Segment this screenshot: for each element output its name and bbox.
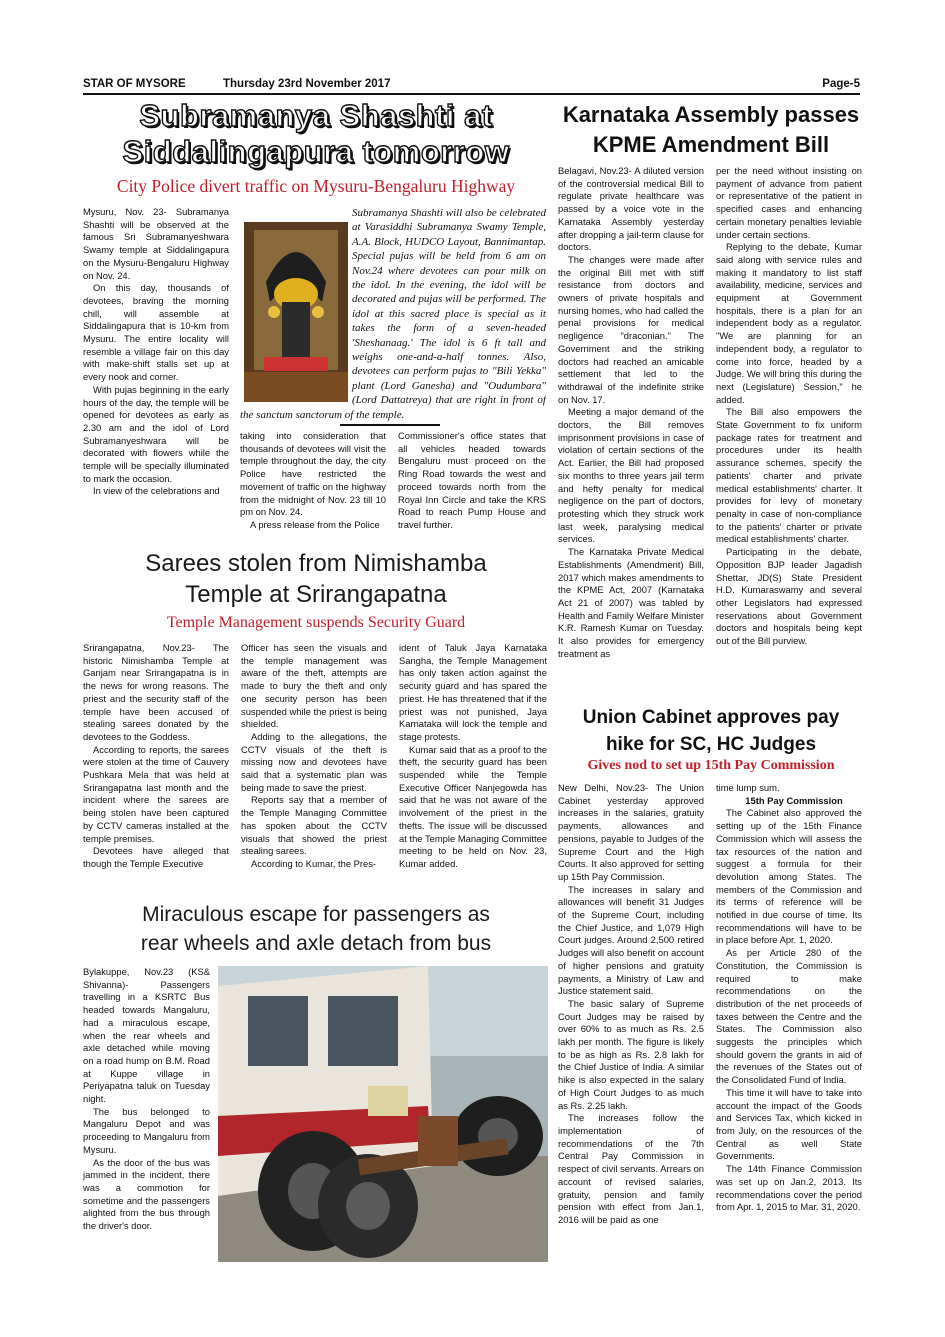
story2-headline-line1: Karnataka Assembly passes (562, 102, 860, 127)
story2-headline-line2: KPME Amendment Bill (592, 132, 830, 157)
story1-headline (83, 98, 549, 170)
paragraph: The Bill also empowers the State Government to fix uniform package rates for treatment and procedures under its health assurance schemes, specify the patients' charter and private medical establishments' charter. It provides for levy of monetary penalty in case of non-compliance to the patients' charter or private medical establishments' charter. (716, 406, 862, 545)
paragraph: Commissioner's office states that all vehicles headed towards Bengaluru must proceed on the Ring Road towards the west and proceed towards north from the Royal Inn Circle and take the KRS Road to reach Pump House and travel further. (398, 430, 546, 530)
boxout-paragraph: Subramanya Shashti will also be celebrated at Varasiddhi Subramanya Swamy Temple, A.A. Block, HUDCO Layout, Bannimantap. Special pujas will be held from 6 am on Nov.24 where devotees can pour milk on the idol. In the evening, the idol will be decorated and pujas will be performed. The idol at this sacred place is special as it takes the form of a seven-headed 'Sheshanaag.' The idol is 6 ft tall and weighs one-and-a-half tonnes. Also, devotees can perform pujas to "Bili Yekka" plant (Lord Ganesha) and "Oudumbara" (Lord Dattatreya) that are right in front of the sanctum sanctorum of the temple. (240, 207, 546, 421)
paragraph: Adding to the allegations, the CCTV visuals of the theft is missing now and devotees have said that a systematic plan was being made to save the priest. (241, 730, 387, 793)
story5-headline (83, 900, 549, 958)
paragraph: Mysuru, Nov. 23- Subramanya Shashti will be observed at the famous Sri Subramanyeshwara Swamy temple at Siddalingapura on the Mysuru-Bengaluru Highway on Nov. 24. (83, 206, 229, 281)
story5-col1 (83, 966, 210, 1266)
bus-photo-icon (218, 966, 548, 1262)
paragraph: New Delhi, Nov.23- The Union Cabinet yesterday approved increases in the salaries, gratuity payments, allowances and pensions, payable to Judges of the Supreme Court and the High Courts. It also approved for setting up 15th Pay Commission. (558, 782, 704, 882)
paragraph: With pujas beginning in the early hours of the day, the temple will be opened for devotees as early as 2.30 am and the idol of Lord Subramanyeshwara will be decorated with flowers while the temple will be specially illuminated to mark the occasion. (83, 383, 229, 484)
story4-col2 (716, 782, 862, 1262)
paragraph: Srirangapatna, Nov.23- The historic Nimishamba Temple at Ganjam near Srirangapatna is in the news for wrong reasons. The priest and the security staff of the temple have been accused of stealing sarees donated by the devotees to the Goddess. (83, 642, 229, 742)
paragraph: As per Article 280 of the Constitution, the Commission is required to make recommendations on the distribution of the net proceeds of taxes between the Centre and the States. The Commission also suggests the principles which should govern the grants in aid of the revenues of the States out of the Consolidated Fund of India. (716, 947, 862, 1086)
paragraph: Replying to the debate, Kumar said along with service rules and making it mandatory to list staff availability, medicine, services and equipment at Government hospitals, there is a plan for an independent body as a regulator. "We are planning for an independent body, a regulator to come into force, headed by a Judge. We will bring this during the next (Legislature) Session," he added. (716, 241, 862, 405)
story2-col1 (558, 165, 704, 673)
story3-col2 (241, 642, 387, 898)
story2-col2 (716, 165, 862, 673)
paragraph: The Cabinet also approved the setting up of the 15th Finance Commission which will assess the tax resources of the nation and suggest a formula for their devolution among States. The members of the Commission and its terms of reference will be notified in due course of time. Its recommendations will have to be in place before Apr. 1, 2020. (716, 807, 862, 946)
paragraph: The bus belonged to Mangaluru Depot and was proceeding to Mangaluru from Mysuru. (83, 1105, 210, 1155)
float-spacer (240, 206, 352, 404)
bus-accident-photo (218, 966, 548, 1262)
paragraph: Belagavi, Nov.23- A diluted version of the controversial medical Bill to regulate private healthcare was passed by a voice vote in the Karnataka Assembly yesterday after dropping a jail-term clause for doctors. (558, 165, 704, 253)
story4-headline-line1: Union Cabinet approves pay (582, 707, 840, 728)
paragraph: Meeting a major demand of the doctors, the Bill removes imprisonment provisions in case of violation of certain sections of the Act. Earlier, the Bill had proposed six months to three years jail term and hefty penalty for medical negligence on the part of doctors, protesting which they struck work last week, paralysing medical services. (558, 406, 704, 545)
paragraph: Kumar said that as a proof to the theft, the security guard has been suspended while the Temple Executive Officer Nanjegowda has said that he was not aware of the involvement of the priest in the thefts. The issue will be discussed at the Temple Managing Committee meeting to be held on Nov. 23, Kumar added. (399, 743, 547, 869)
story4-headline (556, 704, 866, 758)
paragraph: The changes were made after the original Bill met with stiff resistance from doctors and owners of private hospitals and nursing homes, who had called the penal provisions for medical negligence "draconian." The Government and the striking doctors had reached an amicable settlement that led to the withdrawal of the indefinite strike on Nov. 17. (558, 253, 704, 405)
story3-subhead: Temple Management suspends Security Guard (166, 614, 466, 631)
paragraph: Officer has seen the visuals and the temple management was aware of the theft, attempts are made to bury the theft and only one security person has been suspended while the priest is being shielded. (241, 642, 387, 730)
story1-headline-line2: Siddalingapura tomorrow (122, 134, 510, 169)
paper-name: STAR OF MYSORE (83, 78, 186, 90)
paragraph: In view of the celebrations and (93, 485, 220, 497)
story1-subhead: City Police divert traffic on Mysuru-Bengaluru Highway (116, 176, 516, 196)
paragraph: The Karnataka Private Medical Establishments (Amendment) Bill, 2017 which makes amendments to the KPME Act, 2007 (Karnataka Act 21 of 2007) was tabled by Health and Family Welfare Minister K.R. Ramesh Kumar on Tuesday. It also provides for emergency treatment as (558, 546, 704, 659)
story1-col1 (83, 206, 229, 542)
story5-headline-line1: Miraculous escape for passengers as (142, 903, 490, 926)
paragraph: According to reports, the sarees were stolen at the time of Cauvery Pushkara Mela that was held at Srirangapatna last month and the incident where the sarees are being stolen have been captured by CCTV cameras installed at the temple premises. (83, 743, 229, 844)
paragraph: The increases follow the implementation of recommendations of the 7th Central Pay Commission in respect of civil servants. Arrears on account of revised salaries, gratuity, pension and family pension with effect from Jan.1, 2016 will be paid as one (558, 1112, 704, 1225)
story1-boxout-text (240, 206, 546, 422)
issue-date: Thursday 23rd November 2017 (223, 78, 391, 90)
page-header (83, 76, 860, 95)
story1-col2 (240, 430, 386, 542)
paragraph: Reports say that a member of the Temple Managing Committee has spoken about the CCTV visuals that showed the priest stealing sarees. (241, 794, 387, 857)
story3-headline (83, 548, 549, 610)
story1-headline-line1: Subramanya Shashti at (139, 98, 493, 133)
page-number: Page-5 (822, 78, 860, 90)
paragraph: The 14th Finance Commission was set up on Jan.2, 2013. Its recommendations cover the period from Apr. 1, 2015 to Mar. 31, 2020. (716, 1163, 862, 1213)
story4-col1 (558, 782, 704, 1262)
paragraph: As the door of the bus was jammed in the incident, there was a commotion for sometime and the passengers alighted from the bus through the driver's door. (83, 1156, 210, 1232)
story5-headline-line2: rear wheels and axle detach from bus (140, 932, 492, 955)
paragraph: Bylakuppe, Nov.23 (KS& Shivanna)- Passengers travelling in a KSRTC Bus headed towards Mangaluru, had a miraculous escape, when the rear wheels and axle detached while moving on a road hump on B.M. Road at Kuppe village in Periyapatna taluk on Tuesday night. (83, 966, 210, 1105)
paragraph: ident of Taluk Jaya Karnataka Sangha, the Temple Management has only taken action against the security guard and has spared the priest. He has threatened that if the priest was not punished, Jaya Karnataka will lock the temple and stage protests. (399, 642, 547, 742)
paragraph: Participating in the debate, Opposition BJP leader Jagadish Shettar, JD(S) State President H.D. Kumaraswamy and several other Legislators had expressed reservations about Government doctors and hospitals being kept out of the Bill purview. (716, 546, 862, 647)
story1-col3 (398, 430, 546, 542)
story4-headline-line2: hike for SC, HC Judges (605, 734, 817, 755)
paragraph: According to Kumar, the Pres- (251, 857, 377, 869)
paragraph: per the need without insisting on payment of advance from patient or representative of the patient in specified cases and enhancing certain monetary penalties leviable under certain sections. (716, 165, 862, 240)
paragraph: This time it will have to take into account the impact of the Goods and Services Tax, which kicked in from July, on the resources of the Central as well State Governments. (716, 1086, 862, 1162)
paragraph: On this day, thousands of devotees, braving the morning chill, will assemble at Siddalingapura that is 10-km from Mysuru. The entire locality will resemble a village fair on this day with make-shift stalls set up at every nook and corner. (83, 282, 229, 383)
story3-headline-line2: Temple at Srirangapatna (185, 581, 447, 608)
story1-boxout (240, 206, 546, 422)
paragraph: taking into consideration that thousands of devotees will visit the temple throughout the day, the city Police have restricted the movement of traffic on the highway from the midnight of Nov. 23 till 10 pm on Nov. 24. (240, 430, 386, 518)
story4-subhead: Gives nod to set up 15th Pay Commission (587, 758, 835, 773)
paragraph: Devotees have alleged that though the Temple Executive (83, 845, 229, 869)
story3-headline-line1: Sarees stolen from Nimishamba (145, 550, 487, 577)
story3-col3 (399, 642, 547, 898)
paragraph: time lump sum. (716, 782, 780, 793)
paragraph: The increases in salary and allowances will benefit 31 Judges of the Supreme Court, including the Chief Justice, and 1,079 High Court judges. Around 2,500 retired Judges will also benefit on account of higher pensions and gratuity payments, a Ministry of Law and Justice statement said. (558, 883, 704, 997)
boxout-rule (340, 424, 440, 426)
section-subhead: 15th Pay Commission (745, 794, 843, 806)
paragraph: A press release from the Police (250, 518, 380, 530)
paragraph: The basic salary of Supreme Court Judges may be raised by over 60% to as much as Rs. 2.5 lakh per month. The figure is likely to be as high as Rs. 2.8 lakh for the Chief Justice of India. A similar hike is also expected in the salary of High Court Judges to as much as Rs. 2.25 lakh. (558, 997, 704, 1111)
story2-headline (556, 100, 866, 160)
story3-col1 (83, 642, 229, 898)
